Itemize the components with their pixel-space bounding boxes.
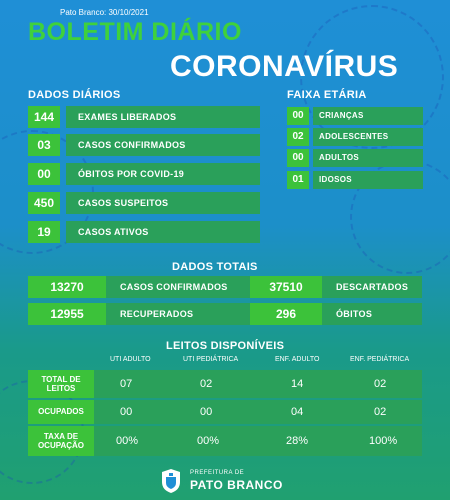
- leitos-title: LEITOS DISPONÍVEIS: [166, 340, 285, 352]
- confirmados-label: CASOS CONFIRMADOS: [120, 282, 228, 292]
- item-value: 144: [28, 106, 60, 128]
- row-label: OCUPADOS: [28, 400, 94, 424]
- item-label: CASOS SUSPEITOS: [78, 198, 169, 208]
- list-item: [287, 107, 423, 125]
- descartados-label: DESCARTADOS: [336, 282, 409, 292]
- list-item: [28, 221, 260, 243]
- item-label: CASOS ATIVOS: [78, 227, 149, 237]
- row-label: TAXA DE OCUPAÇÃO: [28, 426, 94, 456]
- item-value: 00: [287, 107, 309, 125]
- item-value: 00: [287, 149, 309, 167]
- column-header: UTI PEDIÁTRICA: [183, 356, 239, 363]
- table-cell: 00: [120, 406, 133, 418]
- dados-diarios-title: DADOS DIÁRIOS: [28, 89, 121, 101]
- item-label: CRIANÇAS: [319, 111, 364, 120]
- row-label: TOTAL DE LEITOS: [28, 370, 94, 398]
- table-row: [28, 370, 422, 398]
- recuperados-value: 12955: [28, 303, 106, 325]
- descartados-value: 37510: [250, 276, 322, 298]
- table-cell: 14: [291, 378, 304, 390]
- item-row: [66, 106, 260, 128]
- table-cell: 07: [120, 378, 133, 390]
- item-row: [313, 128, 423, 146]
- table-row: [28, 426, 422, 456]
- table-cell: 02: [200, 378, 213, 390]
- item-label: EXAMES LIBERADOS: [78, 112, 177, 122]
- table-cell: 28%: [286, 435, 309, 447]
- page-title: BOLETIM DIÁRIO: [28, 18, 242, 46]
- item-label: ÓBITOS POR COVID-19: [78, 169, 185, 179]
- list-item: [28, 163, 260, 185]
- table-cell: 02: [374, 378, 387, 390]
- faixa-etaria-title: FAIXA ETÁRIA: [287, 89, 367, 101]
- item-row: [66, 163, 260, 185]
- confirmados-value: 13270: [28, 276, 106, 298]
- item-label: IDOSOS: [319, 175, 352, 184]
- item-row: [313, 149, 423, 167]
- list-item: [287, 171, 423, 189]
- item-value: 02: [287, 128, 309, 146]
- list-item: [287, 128, 423, 146]
- obitos-label: ÓBITOS: [336, 309, 373, 319]
- city-crest-icon: [160, 468, 182, 494]
- table-cell: 100%: [369, 435, 398, 447]
- dados-totais-panel: [28, 276, 422, 326]
- prefeitura-label: PREFEITURA DE: [190, 470, 245, 476]
- item-value: 03: [28, 134, 60, 156]
- item-row: [313, 171, 423, 189]
- list-item: [287, 149, 423, 167]
- column-header: ENF. ADULTO: [275, 356, 320, 363]
- recuperados-label: RECUPERADOS: [120, 309, 194, 319]
- item-label: ADULTOS: [319, 153, 360, 162]
- dados-totais-title: DADOS TOTAIS: [172, 261, 258, 273]
- table-cell: 00%: [197, 435, 220, 447]
- list-item: [28, 134, 260, 156]
- leitos-table: [28, 354, 422, 460]
- item-row: [66, 134, 260, 156]
- table-cell: 00: [200, 406, 213, 418]
- item-label: ADOLESCENTES: [319, 132, 389, 141]
- city-name: PATO BRANCO: [190, 478, 283, 492]
- item-row: [313, 107, 423, 125]
- item-row: [66, 192, 260, 214]
- item-value: 450: [28, 192, 60, 214]
- table-row: [28, 400, 422, 424]
- prefeitura-logo: [160, 466, 300, 496]
- table-cell: 04: [291, 406, 304, 418]
- item-row: [66, 221, 260, 243]
- table-cell: 00%: [116, 435, 139, 447]
- page-subtitle: CORONAVÍRUS: [170, 50, 399, 83]
- list-item: [28, 192, 260, 214]
- table-cell: 02: [374, 406, 387, 418]
- list-item: [28, 106, 260, 128]
- item-value: 00: [28, 163, 60, 185]
- obitos-value: 296: [250, 303, 322, 325]
- item-value: 19: [28, 221, 60, 243]
- item-value: 01: [287, 171, 309, 189]
- item-label: CASOS CONFIRMADOS: [78, 140, 186, 150]
- column-header: UTI ADULTO: [110, 356, 151, 363]
- column-header: ENF. PEDIÁTRICA: [350, 356, 410, 363]
- location-date: Pato Branco: 30/10/2021: [60, 8, 149, 17]
